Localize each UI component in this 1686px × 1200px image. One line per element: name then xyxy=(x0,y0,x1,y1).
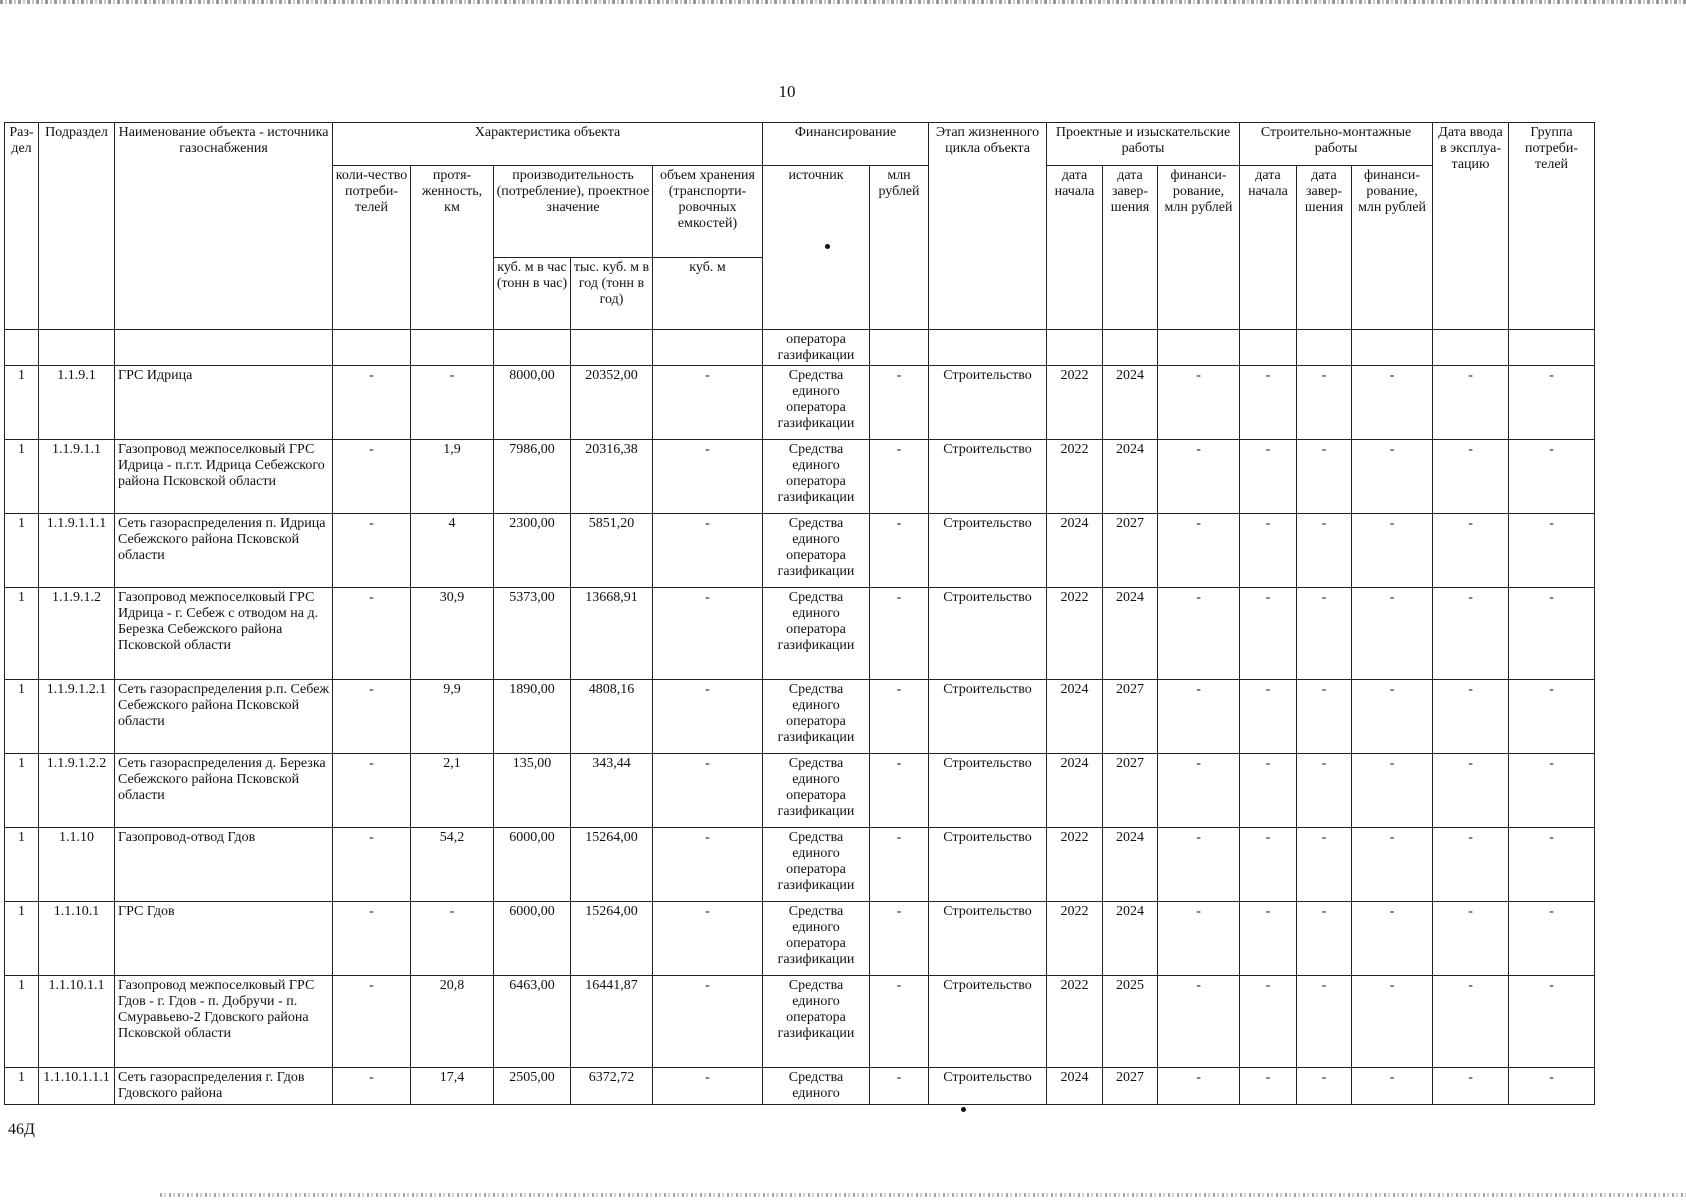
cell-source: Средства единого оператора газификации xyxy=(763,440,870,514)
cell-consumers: - xyxy=(333,754,411,828)
cell-design-end: 2027 xyxy=(1103,754,1158,828)
cell-stage: Строительство xyxy=(929,754,1047,828)
cell-design-end: 2025 xyxy=(1103,976,1158,1068)
cell-razdel: 1 xyxy=(5,976,39,1068)
cell-capacity-hour: 6000,00 xyxy=(494,902,571,976)
continuation-row xyxy=(5,330,1595,366)
cell-consumer-group: - xyxy=(1509,902,1595,976)
cell-commission-date: - xyxy=(1433,754,1509,828)
cell-construction-start: - xyxy=(1240,1068,1297,1105)
cell-capacity-year: 20316,38 xyxy=(571,440,653,514)
cell-capacity-hour: 6000,00 xyxy=(494,828,571,902)
header-mln: млн рублей xyxy=(870,166,929,330)
cell-object-name: Сеть газораспределения р.п. Себеж Себежского района Псковской области xyxy=(115,680,333,754)
cell-storage: - xyxy=(653,366,763,440)
header-construction-date-start: дата начала xyxy=(1240,166,1297,330)
header-razdel: Раз-дел xyxy=(5,123,39,330)
cell-mln: - xyxy=(870,588,929,680)
cell-capacity-year: 15264,00 xyxy=(571,828,653,902)
cell-stage: Строительство xyxy=(929,902,1047,976)
cell-object-name: Газопровод-отвод Гдов xyxy=(115,828,333,902)
document-code: 46Д xyxy=(8,1121,35,1138)
cell-storage: - xyxy=(653,976,763,1068)
cell-construction-financing: - xyxy=(1352,754,1433,828)
cell-construction-end: - xyxy=(1297,1068,1352,1105)
cell-capacity-hour: 1890,00 xyxy=(494,680,571,754)
table-row xyxy=(5,514,1595,588)
cell-construction-end: - xyxy=(1297,754,1352,828)
header-source-label: источник xyxy=(788,168,844,183)
cell-design-end: 2024 xyxy=(1103,828,1158,902)
cell-consumer-group: - xyxy=(1509,828,1595,902)
cell-capacity-hour: 6463,00 xyxy=(494,976,571,1068)
cell-design-start: 2022 xyxy=(1047,828,1103,902)
cell-podrazdel: 1.1.9.1.2 xyxy=(39,588,115,680)
cell-source: Средства единого оператора газификации xyxy=(763,366,870,440)
cell-construction-financing: - xyxy=(1352,440,1433,514)
cell-construction-financing: - xyxy=(1352,588,1433,680)
cell-construction-end: - xyxy=(1297,588,1352,680)
cell-capacity-hour: 8000,00 xyxy=(494,366,571,440)
cell-construction-start: - xyxy=(1240,828,1297,902)
cell-consumers: - xyxy=(333,680,411,754)
table-row xyxy=(5,440,1595,514)
cell-design-financing: - xyxy=(1158,828,1240,902)
cell-construction-start: - xyxy=(1240,514,1297,588)
cell-construction-end: - xyxy=(1297,366,1352,440)
cell-commission-date: - xyxy=(1433,902,1509,976)
cell-consumer-group: - xyxy=(1509,976,1595,1068)
cell-storage: - xyxy=(653,754,763,828)
cell-consumer-group: - xyxy=(1509,588,1595,680)
header-financing: Финансирование xyxy=(763,123,929,166)
cell-capacity-hour: 2505,00 xyxy=(494,1068,571,1105)
cell-mln: - xyxy=(870,440,929,514)
cell-capacity-hour: 135,00 xyxy=(494,754,571,828)
cell-capacity-year: 13668,91 xyxy=(571,588,653,680)
cell-construction-financing: - xyxy=(1352,680,1433,754)
cell-podrazdel: 1.1.9.1 xyxy=(39,366,115,440)
page-number: 10 xyxy=(778,82,796,101)
table-row xyxy=(5,828,1595,902)
cell-design-financing: - xyxy=(1158,902,1240,976)
cell-object-name: Газопровод межпоселковый ГРС Идрица - г. Себеж с отводом на д. Березка Себежского района Псковской области xyxy=(115,588,333,680)
header-storage-unit: куб. м xyxy=(653,258,763,330)
cell-stage: Строительство xyxy=(929,680,1047,754)
cell-length: 9,9 xyxy=(411,680,494,754)
table-row xyxy=(5,976,1595,1068)
cell-length: - xyxy=(411,902,494,976)
header-object-name: Наименование объекта - источника газоснабжения xyxy=(115,123,333,330)
cell-length: 30,9 xyxy=(411,588,494,680)
cell-mln: - xyxy=(870,976,929,1068)
cell-podrazdel: 1.1.9.1.1 xyxy=(39,440,115,514)
cell-consumers: - xyxy=(333,1068,411,1105)
cell-storage: - xyxy=(653,902,763,976)
cell-consumers: - xyxy=(333,440,411,514)
cell-consumer-group: - xyxy=(1509,754,1595,828)
cell-stage: Строительство xyxy=(929,976,1047,1068)
cell-stage: Строительство xyxy=(929,1068,1047,1105)
cell-length: 20,8 xyxy=(411,976,494,1068)
cell-object-name: Сеть газораспределения п. Идрица Себежского района Псковской области xyxy=(115,514,333,588)
table-row xyxy=(5,588,1595,680)
cell-podrazdel: 1.1.10 xyxy=(39,828,115,902)
cell-podrazdel: 1.1.9.1.2.2 xyxy=(39,754,115,828)
table-row xyxy=(5,366,1595,440)
cell-stage: Строительство xyxy=(929,514,1047,588)
cell-construction-financing: - xyxy=(1352,1068,1433,1105)
cell-object-name: Сеть газораспределения д. Березка Себежского района Псковской области xyxy=(115,754,333,828)
gas-objects-table xyxy=(4,122,1595,1105)
cell-design-start: 2022 xyxy=(1047,440,1103,514)
cell-razdel: 1 xyxy=(5,366,39,440)
cell-construction-end: - xyxy=(1297,828,1352,902)
cell-source: Средства единого оператора газификации xyxy=(763,976,870,1068)
cell-capacity-year: 4808,16 xyxy=(571,680,653,754)
cell-construction-financing: - xyxy=(1352,828,1433,902)
cell-length: 54,2 xyxy=(411,828,494,902)
header-characteristics: Характеристика объекта xyxy=(333,123,763,166)
cell-source: Средства единого оператора газификации xyxy=(763,828,870,902)
cell-razdel: 1 xyxy=(5,680,39,754)
header-construction-financing: финанси-рование, млн рублей xyxy=(1352,166,1433,330)
cell-length: 1,9 xyxy=(411,440,494,514)
cell-consumers: - xyxy=(333,588,411,680)
cell-construction-start: - xyxy=(1240,588,1297,680)
cell-razdel: 1 xyxy=(5,754,39,828)
cell-podrazdel: 1.1.10.1.1.1 xyxy=(39,1068,115,1105)
cell-construction-financing: - xyxy=(1352,976,1433,1068)
cell-design-end: 2024 xyxy=(1103,366,1158,440)
header-stage: Этап жизненного цикла объекта xyxy=(929,123,1047,330)
cell-length: - xyxy=(411,366,494,440)
cell-consumers: - xyxy=(333,828,411,902)
cell-design-start: 2022 xyxy=(1047,366,1103,440)
cell-construction-end: - xyxy=(1297,514,1352,588)
cell-design-financing: - xyxy=(1158,976,1240,1068)
cell-design-start: 2024 xyxy=(1047,514,1103,588)
cell-podrazdel: 1.1.9.1.2.1 xyxy=(39,680,115,754)
cell-consumer-group: - xyxy=(1509,366,1595,440)
cell-construction-end: - xyxy=(1297,976,1352,1068)
table-row xyxy=(5,902,1595,976)
cell-construction-start: - xyxy=(1240,754,1297,828)
cell-storage: - xyxy=(653,588,763,680)
cell-object-name: Газопровод межпоселковый ГРС Идрица - п.г.т. Идрица Себежского района Псковской области xyxy=(115,440,333,514)
cell-construction-end: - xyxy=(1297,440,1352,514)
header-design-date-end: дата завер-шения xyxy=(1103,166,1158,330)
cell-source: Средства единого оператора газификации xyxy=(763,754,870,828)
cell-design-start: 2024 xyxy=(1047,754,1103,828)
header-source xyxy=(763,166,870,330)
header-consumers-count: коли-чество потреби-телей xyxy=(333,166,411,330)
cell-construction-start: - xyxy=(1240,976,1297,1068)
cell-mln: - xyxy=(870,754,929,828)
header-consumer-group: Группа потреби-телей xyxy=(1509,123,1595,330)
cell-capacity-year: 6372,72 xyxy=(571,1068,653,1105)
cell-stage: Строительство xyxy=(929,366,1047,440)
cell-storage: - xyxy=(653,440,763,514)
cell-length: 17,4 xyxy=(411,1068,494,1105)
cell-design-start: 2022 xyxy=(1047,976,1103,1068)
cell-design-end: 2027 xyxy=(1103,680,1158,754)
table-row xyxy=(5,680,1595,754)
cell-razdel: 1 xyxy=(5,1068,39,1105)
cell-source: Средства единого оператора газификации xyxy=(763,588,870,680)
cell-design-start: 2024 xyxy=(1047,1068,1103,1105)
cell-design-financing: - xyxy=(1158,514,1240,588)
cell-construction-start: - xyxy=(1240,902,1297,976)
table-row xyxy=(5,1068,1595,1105)
cell-construction-end: - xyxy=(1297,902,1352,976)
cell-storage: - xyxy=(653,680,763,754)
header-design-date-start: дата начала xyxy=(1047,166,1103,330)
cell-construction-financing: - xyxy=(1352,902,1433,976)
cell-podrazdel: 1.1.10.1 xyxy=(39,902,115,976)
cell-mln: - xyxy=(870,366,929,440)
cell-capacity-year: 5851,20 xyxy=(571,514,653,588)
cell-razdel: 1 xyxy=(5,828,39,902)
cell-capacity-hour: 2300,00 xyxy=(494,514,571,588)
cell-design-start: 2024 xyxy=(1047,680,1103,754)
cell-mln: - xyxy=(870,902,929,976)
cell-design-financing: - xyxy=(1158,440,1240,514)
cell-design-financing: - xyxy=(1158,1068,1240,1105)
cell-consumers: - xyxy=(333,366,411,440)
cell-source: Средства единого xyxy=(763,1068,870,1105)
cell-construction-financing: - xyxy=(1352,514,1433,588)
cell-construction-start: - xyxy=(1240,366,1297,440)
cell-stage: Строительство xyxy=(929,828,1047,902)
cell-design-financing: - xyxy=(1158,366,1240,440)
cell-stage: Строительство xyxy=(929,440,1047,514)
cell-commission-date: - xyxy=(1433,680,1509,754)
header-capacity-hour: куб. м в час (тонн в час) xyxy=(494,258,571,330)
header-storage: объем хранения (транспорти-ровочных емкостей) xyxy=(653,166,763,258)
header-design-financing: финанси-рование, млн рублей xyxy=(1158,166,1240,330)
cell-mln: - xyxy=(870,828,929,902)
cell-commission-date: - xyxy=(1433,366,1509,440)
header-commission-date: Дата ввода в эксплуа-тацию xyxy=(1433,123,1509,330)
cell-object-name: Газопровод межпоселковый ГРС Гдов - г. Гдов - п. Добручи - п. Смуравьево-2 Гдовского района Псковской области xyxy=(115,976,333,1068)
cell-razdel: 1 xyxy=(5,588,39,680)
cell-mln: - xyxy=(870,680,929,754)
cell-capacity-hour: 5373,00 xyxy=(494,588,571,680)
cell-design-financing: - xyxy=(1158,754,1240,828)
scan-edge-bottom xyxy=(160,1193,1686,1197)
header-design-works: Проектные и изыскательские работы xyxy=(1047,123,1240,166)
scan-dot xyxy=(825,244,830,249)
cell-source: Средства единого оператора газификации xyxy=(763,514,870,588)
table-row xyxy=(5,754,1595,828)
cell-podrazdel: 1.1.10.1.1 xyxy=(39,976,115,1068)
cell-design-financing: - xyxy=(1158,588,1240,680)
cell-source: Средства единого оператора газификации xyxy=(763,680,870,754)
cell-consumer-group: - xyxy=(1509,680,1595,754)
scan-edge-top xyxy=(0,0,1686,4)
cell-razdel: 1 xyxy=(5,440,39,514)
cell-capacity-year: 20352,00 xyxy=(571,366,653,440)
cell-consumers: - xyxy=(333,514,411,588)
header-capacity-year: тыс. куб. м в год (тонн в год) xyxy=(571,258,653,330)
cell-design-end: 2024 xyxy=(1103,588,1158,680)
cell-construction-start: - xyxy=(1240,680,1297,754)
cell-commission-date: - xyxy=(1433,440,1509,514)
cell-capacity-year: 15264,00 xyxy=(571,902,653,976)
table-body xyxy=(5,330,1595,1105)
cell-object-name: ГРС Идрица xyxy=(115,366,333,440)
cell-design-end: 2024 xyxy=(1103,440,1158,514)
cell-podrazdel: 1.1.9.1.1.1 xyxy=(39,514,115,588)
cell-commission-date: - xyxy=(1433,976,1509,1068)
cell-construction-end: - xyxy=(1297,680,1352,754)
header-construction-works: Строительно-монтажные работы xyxy=(1240,123,1433,166)
cell-storage: - xyxy=(653,1068,763,1105)
cell-design-start: 2022 xyxy=(1047,902,1103,976)
cell-length: 2,1 xyxy=(411,754,494,828)
cell-mln: - xyxy=(870,514,929,588)
cell-consumer-group: - xyxy=(1509,1068,1595,1105)
cell-razdel: 1 xyxy=(5,514,39,588)
scan-dot xyxy=(961,1107,966,1112)
cell-design-start: 2022 xyxy=(1047,588,1103,680)
cell-consumers: - xyxy=(333,976,411,1068)
cell-storage: - xyxy=(653,828,763,902)
cell-commission-date: - xyxy=(1433,588,1509,680)
header-podrazdel: Подраздел xyxy=(39,123,115,330)
cell-source: Средства единого оператора газификации xyxy=(763,902,870,976)
cell-consumer-group: - xyxy=(1509,514,1595,588)
cell-object-name: ГРС Гдов xyxy=(115,902,333,976)
cell-commission-date: - xyxy=(1433,1068,1509,1105)
cell-capacity-year: 343,44 xyxy=(571,754,653,828)
cell-commission-date: - xyxy=(1433,828,1509,902)
cell-capacity-hour: 7986,00 xyxy=(494,440,571,514)
cell-construction-financing: - xyxy=(1352,366,1433,440)
header-construction-date-end: дата завер-шения xyxy=(1297,166,1352,330)
cell-construction-start: - xyxy=(1240,440,1297,514)
cell-razdel: 1 xyxy=(5,902,39,976)
header-length: протя-женность, км xyxy=(411,166,494,330)
cell-length: 4 xyxy=(411,514,494,588)
continuation-source: оператора газификации xyxy=(763,330,870,366)
header-capacity: производительность (потребление), проектное значение xyxy=(494,166,653,258)
cell-object-name: Сеть газораспределения г. Гдов Гдовского района xyxy=(115,1068,333,1105)
cell-consumer-group: - xyxy=(1509,440,1595,514)
cell-design-end: 2024 xyxy=(1103,902,1158,976)
cell-storage: - xyxy=(653,514,763,588)
cell-capacity-year: 16441,87 xyxy=(571,976,653,1068)
cell-stage: Строительство xyxy=(929,588,1047,680)
cell-design-end: 2027 xyxy=(1103,1068,1158,1105)
cell-commission-date: - xyxy=(1433,514,1509,588)
cell-design-end: 2027 xyxy=(1103,514,1158,588)
cell-consumers: - xyxy=(333,902,411,976)
cell-mln: - xyxy=(870,1068,929,1105)
cell-design-financing: - xyxy=(1158,680,1240,754)
